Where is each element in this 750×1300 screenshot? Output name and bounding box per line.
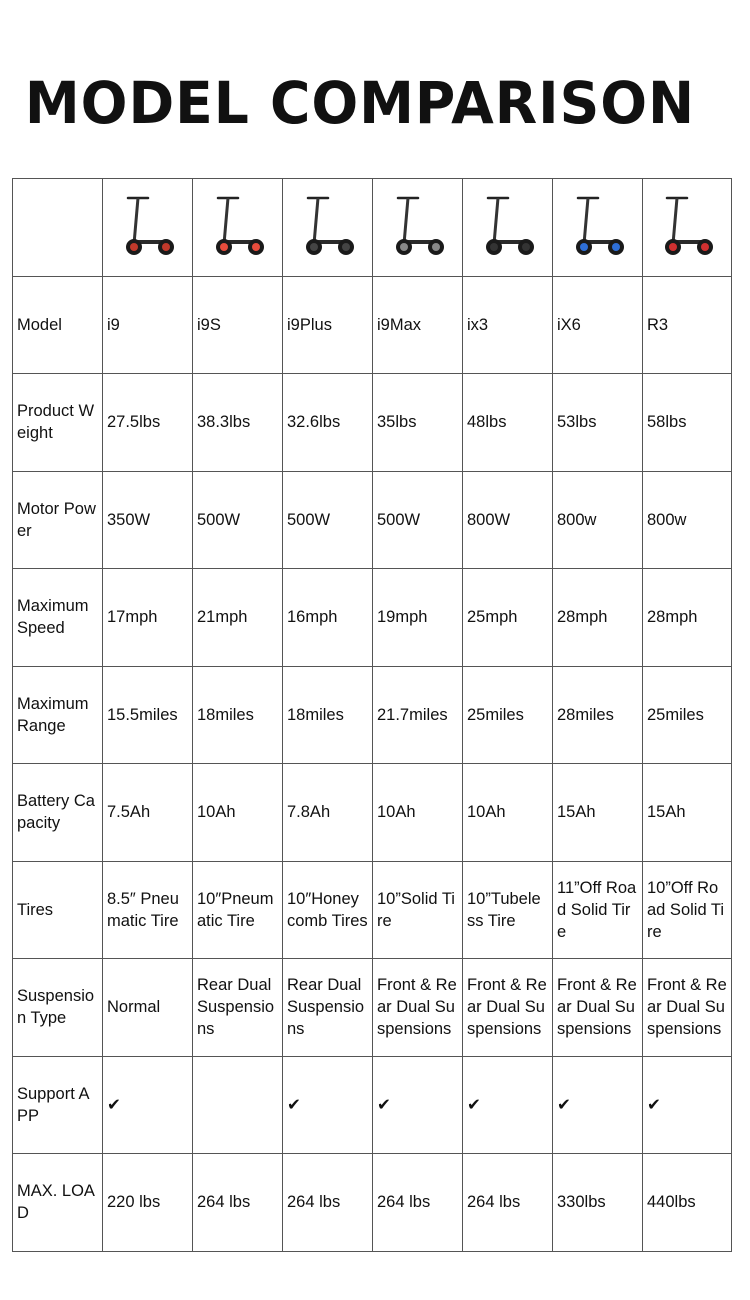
table-cell: 32.6lbs xyxy=(283,374,373,472)
table-cell: 350W xyxy=(103,471,193,569)
table-cell: 10Ah xyxy=(193,764,283,862)
table-cell: 10″Pneumatic Tire xyxy=(193,861,283,959)
row-label: Maximum Speed xyxy=(13,569,103,667)
scooter-image-cell xyxy=(643,179,732,277)
table-row xyxy=(13,666,732,764)
table-cell: 25miles xyxy=(463,666,553,764)
row-label: Maximum Range xyxy=(13,666,103,764)
table-cell: Rear Dual Suspensions xyxy=(283,959,373,1057)
table-cell: 17mph xyxy=(103,569,193,667)
table-cell: 16mph xyxy=(283,569,373,667)
table-cell: 21.7miles xyxy=(373,666,463,764)
table-cell: 25miles xyxy=(643,666,732,764)
table-cell: 19mph xyxy=(373,569,463,667)
table-row xyxy=(13,959,732,1057)
header-empty-cell xyxy=(13,179,103,277)
row-label: Battery Capacity xyxy=(13,764,103,862)
row-label: Support APP xyxy=(13,1056,103,1154)
table-cell: 25mph xyxy=(463,569,553,667)
page-title: MODEL COMPARISON xyxy=(24,69,696,137)
scooter-ix6-icon xyxy=(568,192,628,262)
table-cell: 21mph xyxy=(193,569,283,667)
table-cell: 8.5″ Pneumatic Tire xyxy=(103,861,193,959)
table-cell: 53lbs xyxy=(553,374,643,472)
table-cell: 10”Tubeless Tire xyxy=(463,861,553,959)
table-cell: 15.5miles xyxy=(103,666,193,764)
scooter-image-cell xyxy=(103,179,193,277)
scooter-i9s-icon xyxy=(208,192,268,262)
table-cell: 800w xyxy=(643,471,732,569)
table-cell: 500W xyxy=(193,471,283,569)
table-cell: i9Max xyxy=(373,276,463,374)
table-cell: 10”Off Road Solid Tire xyxy=(643,861,732,959)
table-row xyxy=(13,569,732,667)
table-cell: 10Ah xyxy=(373,764,463,862)
comparison-table xyxy=(12,178,732,1252)
table-cell: 38.3lbs xyxy=(193,374,283,472)
table-cell: Front & Rear Dual Suspensions xyxy=(373,959,463,1057)
table-cell: 15Ah xyxy=(643,764,732,862)
scooter-image-cell xyxy=(463,179,553,277)
table-cell: 800W xyxy=(463,471,553,569)
table-cell: 28miles xyxy=(553,666,643,764)
scooter-i9max-icon xyxy=(388,192,448,262)
table-cell: Front & Rear Dual Suspensions xyxy=(553,959,643,1057)
table-cell: 10Ah xyxy=(463,764,553,862)
scooter-image-cell xyxy=(283,179,373,277)
table-cell: 48lbs xyxy=(463,374,553,472)
table-cell: 18miles xyxy=(193,666,283,764)
table-cell: 35lbs xyxy=(373,374,463,472)
row-label: Motor Power xyxy=(13,471,103,569)
row-label: Tires xyxy=(13,861,103,959)
scooter-image-cell xyxy=(373,179,463,277)
table-row xyxy=(13,764,732,862)
table-row xyxy=(13,374,732,472)
table-cell: 7.5Ah xyxy=(103,764,193,862)
scooter-image-cell xyxy=(553,179,643,277)
table-cell: Rear Dual Suspensions xyxy=(193,959,283,1057)
table-cell: ix3 xyxy=(463,276,553,374)
table-cell: 10”Solid Tire xyxy=(373,861,463,959)
table-cell: i9S xyxy=(193,276,283,374)
table-cell: ✔ xyxy=(103,1056,193,1154)
table-cell: 7.8Ah xyxy=(283,764,373,862)
table-cell: 27.5lbs xyxy=(103,374,193,472)
table-cell: ✔ xyxy=(463,1056,553,1154)
row-label: Suspension Type xyxy=(13,959,103,1057)
image-row xyxy=(13,179,732,277)
table-cell: 28mph xyxy=(553,569,643,667)
table-cell: 264 lbs xyxy=(373,1154,463,1252)
table-cell: 500W xyxy=(283,471,373,569)
table-cell: 440lbs xyxy=(643,1154,732,1252)
table-row xyxy=(13,1154,732,1252)
row-label: Product Weight xyxy=(13,374,103,472)
table-cell: 264 lbs xyxy=(463,1154,553,1252)
table-cell: Front & Rear Dual Suspensions xyxy=(643,959,732,1057)
table-cell: i9Plus xyxy=(283,276,373,374)
table-cell: ✔ xyxy=(643,1056,732,1154)
table-cell: iX6 xyxy=(553,276,643,374)
scooter-i9plus-icon xyxy=(298,192,358,262)
table-cell: 10″Honey comb Tires xyxy=(283,861,373,959)
table-cell: 500W xyxy=(373,471,463,569)
table-cell: R3 xyxy=(643,276,732,374)
table-cell: ✔ xyxy=(373,1056,463,1154)
table-cell: ✔ xyxy=(553,1056,643,1154)
table-cell: i9 xyxy=(103,276,193,374)
table-cell: 11”Off Road Solid Tire xyxy=(553,861,643,959)
table-cell: Normal xyxy=(103,959,193,1057)
table-row xyxy=(13,861,732,959)
table-cell: 58lbs xyxy=(643,374,732,472)
table-cell: 18miles xyxy=(283,666,373,764)
scooter-r3-icon xyxy=(657,192,717,262)
table-cell: 15Ah xyxy=(553,764,643,862)
table-cell: ✔ xyxy=(283,1056,373,1154)
row-label: MAX. LOAD xyxy=(13,1154,103,1252)
table-row xyxy=(13,1056,732,1154)
table-cell: 800w xyxy=(553,471,643,569)
table-cell xyxy=(193,1056,283,1154)
table-cell: 330lbs xyxy=(553,1154,643,1252)
table-cell: 264 lbs xyxy=(283,1154,373,1252)
table-cell: 264 lbs xyxy=(193,1154,283,1252)
row-label: Model xyxy=(13,276,103,374)
table-row xyxy=(13,276,732,374)
scooter-i9-icon xyxy=(118,192,178,262)
table-cell: Front & Rear Dual Suspensions xyxy=(463,959,553,1057)
table-row xyxy=(13,471,732,569)
table-cell: 28mph xyxy=(643,569,732,667)
scooter-image-cell xyxy=(193,179,283,277)
scooter-ix3-icon xyxy=(478,192,538,262)
table-cell: 220 lbs xyxy=(103,1154,193,1252)
